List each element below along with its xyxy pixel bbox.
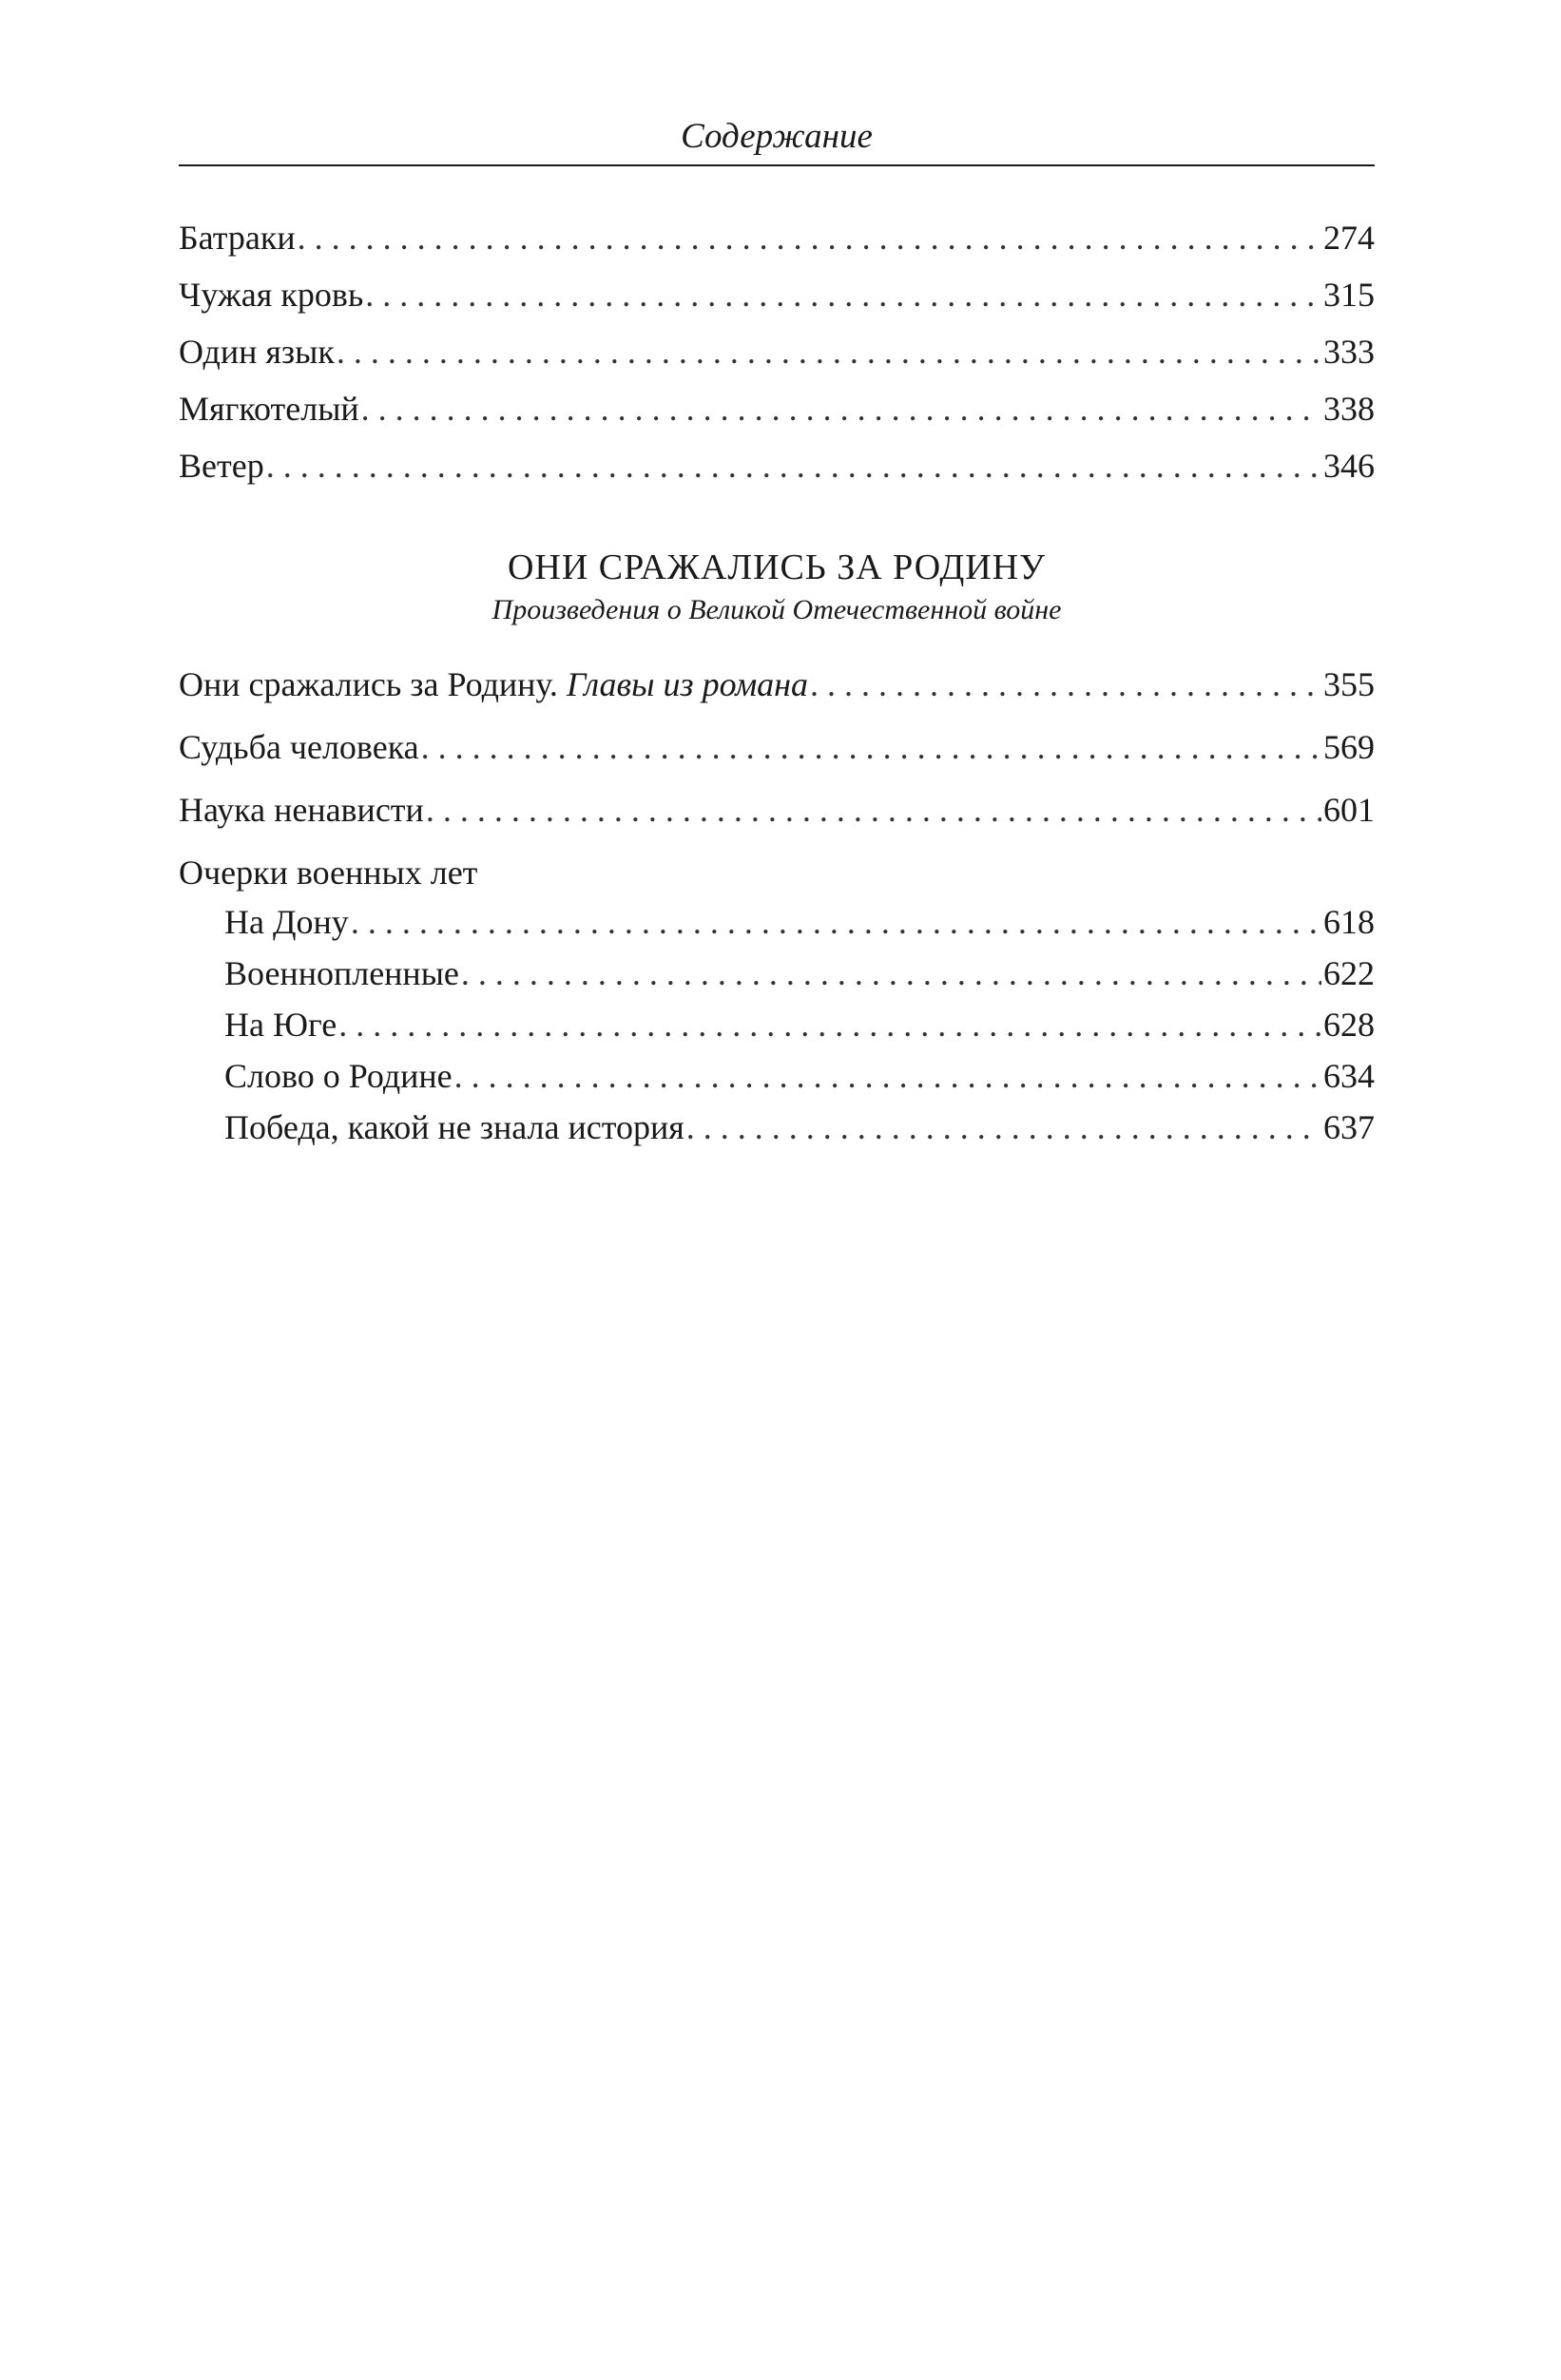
toc-entry-title-text: Они сражались за Родину. — [179, 665, 558, 703]
header-rule — [179, 164, 1375, 166]
toc-entry — [179, 726, 1375, 768]
toc-entry — [179, 789, 1375, 831]
toc-entry-title: Военнопленные — [224, 954, 459, 992]
toc-entry — [179, 217, 1375, 259]
toc-entry-note: Главы из романа — [566, 665, 809, 703]
toc-subentry — [224, 1004, 1375, 1046]
toc-subentry — [224, 952, 1375, 994]
dot-leader — [454, 1055, 1321, 1097]
toc-entry-page: 333 — [1323, 333, 1375, 371]
section-subtitle: Произведения о Великой Отечественной войне — [491, 594, 1062, 625]
toc-entry — [179, 663, 1375, 705]
toc-entry-title: На Юге — [224, 1006, 337, 1044]
group-label: Очерки военных лет — [179, 854, 478, 892]
toc-entry-title: Мягкотелый — [179, 390, 359, 428]
toc-entry-page: 569 — [1323, 728, 1375, 766]
toc-entry-page: 601 — [1323, 791, 1375, 829]
toc-entry-page: 315 — [1323, 276, 1375, 314]
toc-entry-page: 634 — [1323, 1057, 1375, 1095]
toc-entry-title: Наука ненависти — [179, 791, 424, 829]
toc-entry-page: 622 — [1323, 954, 1375, 992]
toc-entry-title: Победа, какой не знала история — [224, 1108, 684, 1146]
toc-entry-title: Судьба человека — [179, 728, 419, 766]
dot-leader — [361, 388, 1321, 430]
toc-entry — [179, 388, 1375, 430]
toc-entry-page: 338 — [1323, 390, 1375, 428]
toc-subentry — [224, 901, 1375, 943]
toc-entry-title — [179, 663, 808, 705]
toc-entry-page: 355 — [1323, 665, 1375, 703]
toc-entry — [179, 331, 1375, 373]
toc-entry-page: 628 — [1323, 1006, 1375, 1044]
toc-entry-title: Слово о Родине — [224, 1057, 453, 1095]
toc-entry — [179, 445, 1375, 487]
toc-entry-page: 618 — [1323, 903, 1375, 941]
dot-leader — [298, 217, 1321, 259]
toc-entry-title: Батраки — [179, 219, 296, 257]
toc-entry — [179, 274, 1375, 316]
section-title: ОНИ СРАЖАЛИСЬ ЗА РОДИНУ — [507, 547, 1047, 587]
dot-leader — [421, 726, 1321, 768]
dot-leader — [365, 274, 1321, 316]
dot-leader — [338, 1004, 1321, 1046]
dot-leader — [337, 331, 1321, 373]
running-head: Содержание — [681, 117, 873, 156]
toc-subentry — [224, 1106, 1375, 1148]
dot-leader — [426, 789, 1321, 831]
toc-entry-page: 346 — [1323, 447, 1375, 485]
toc-entry-title: На Дону — [224, 903, 349, 941]
toc-entry-title: Один язык — [179, 333, 335, 371]
dot-leader — [351, 901, 1321, 943]
toc-entry-title: Чужая кровь — [179, 276, 364, 314]
toc-entry-page: 274 — [1323, 219, 1375, 257]
dot-leader — [461, 952, 1321, 994]
dot-leader — [266, 445, 1321, 487]
dot-leader — [686, 1106, 1321, 1148]
toc-subentry — [224, 1055, 1375, 1097]
toc-entry-page: 637 — [1323, 1108, 1375, 1146]
toc-entry-title: Ветер — [179, 447, 264, 485]
dot-leader — [810, 663, 1321, 705]
